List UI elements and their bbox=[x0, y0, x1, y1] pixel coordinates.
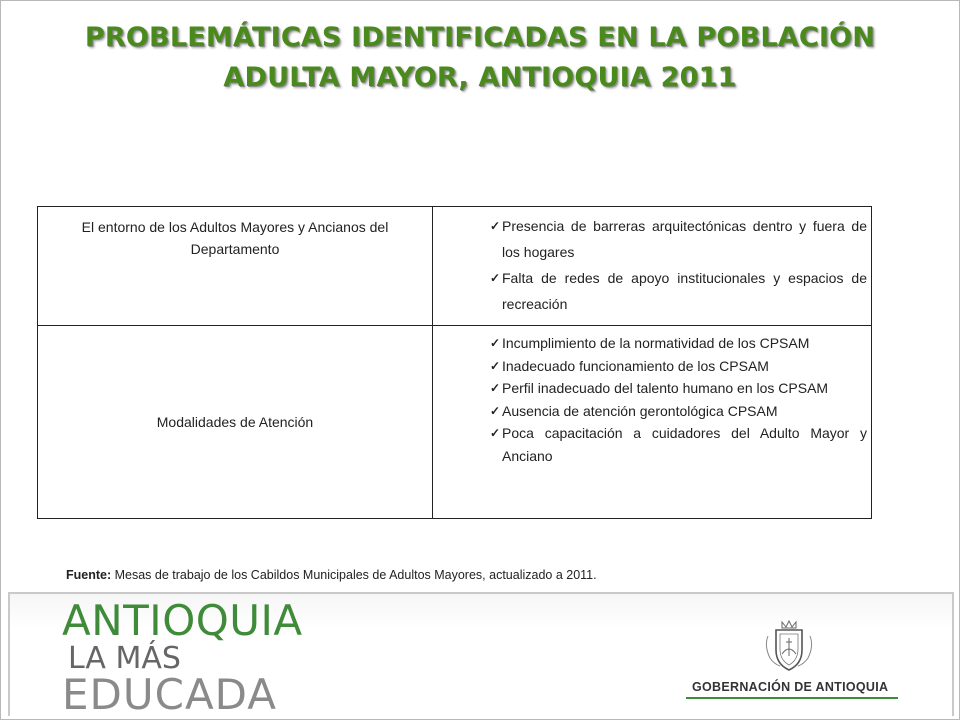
list-item-text: Perfil inadecuado del talento humano en los CPSAM bbox=[502, 380, 829, 396]
list-item-text: Incumplimiento de la normatividad de los CPSAM bbox=[502, 335, 810, 351]
checkmark-icon: ✓ bbox=[490, 358, 501, 373]
list-item-text: Ausencia de atención gerontológica CPSAM bbox=[502, 402, 778, 419]
antioquia-logo bbox=[62, 596, 303, 719]
list-item-text: Falta de redes de apoyo institucionales y espacios de recreación bbox=[502, 270, 867, 312]
source-note bbox=[66, 568, 597, 582]
list-item bbox=[490, 422, 867, 467]
table-row bbox=[38, 326, 872, 519]
checkmark-icon: ✓ bbox=[490, 426, 501, 440]
list-item-text: Presencia de barreras arquitectónicas dentro y fuera de los hogares bbox=[502, 218, 867, 260]
source-text: Mesas de trabajo de los Cabildos Municipales de Adultos Mayores, actualizado a 2011. bbox=[111, 568, 597, 582]
logo-line-2: LA MÁS bbox=[68, 641, 181, 676]
items-cell bbox=[433, 207, 872, 326]
checkmark-icon: ✓ bbox=[490, 403, 501, 418]
title-line-2: ADULTA MAYOR, ANTIOQUIA 2011 bbox=[223, 62, 737, 93]
source-label: Fuente: bbox=[66, 568, 112, 582]
checkmark-icon: ✓ bbox=[490, 219, 501, 233]
list-item-text: Poca capacitación a cuidadores del Adulto Mayor y Anciano bbox=[502, 425, 867, 464]
checkmark-icon: ✓ bbox=[490, 336, 501, 350]
list-item bbox=[490, 332, 867, 355]
category-cell: El entorno de los Adultos Mayores y Ancianos del Departamento bbox=[38, 207, 433, 326]
gobernacion-label: GOBERNACIÓN DE ANTIOQUIA bbox=[692, 680, 889, 694]
title-line-1: PROBLEMÁTICAS IDENTIFICADAS EN LA POBLACIÓN bbox=[84, 22, 876, 53]
checkmark-icon: ✓ bbox=[490, 381, 501, 395]
problem-list bbox=[490, 332, 867, 467]
checkmark-icon: ✓ bbox=[490, 271, 501, 285]
problems-table bbox=[37, 206, 872, 519]
list-item bbox=[490, 400, 867, 423]
list-item bbox=[490, 355, 867, 378]
list-item bbox=[490, 265, 867, 317]
list-item bbox=[490, 377, 867, 400]
list-item bbox=[490, 213, 867, 265]
coat-of-arms-icon bbox=[760, 616, 818, 674]
list-item-text: Inadecuado funcionamiento de los CPSAM bbox=[502, 357, 769, 374]
items-cell bbox=[433, 326, 872, 519]
category-cell: Modalidades de Atención bbox=[38, 326, 433, 519]
logo-line-1: ANTIOQUIA bbox=[62, 596, 303, 645]
logo-line-3: EDUCADA bbox=[62, 670, 278, 719]
problem-list bbox=[490, 213, 867, 317]
gobernacion-underline bbox=[686, 697, 898, 699]
table-row bbox=[38, 207, 872, 326]
slide-title bbox=[40, 18, 920, 98]
